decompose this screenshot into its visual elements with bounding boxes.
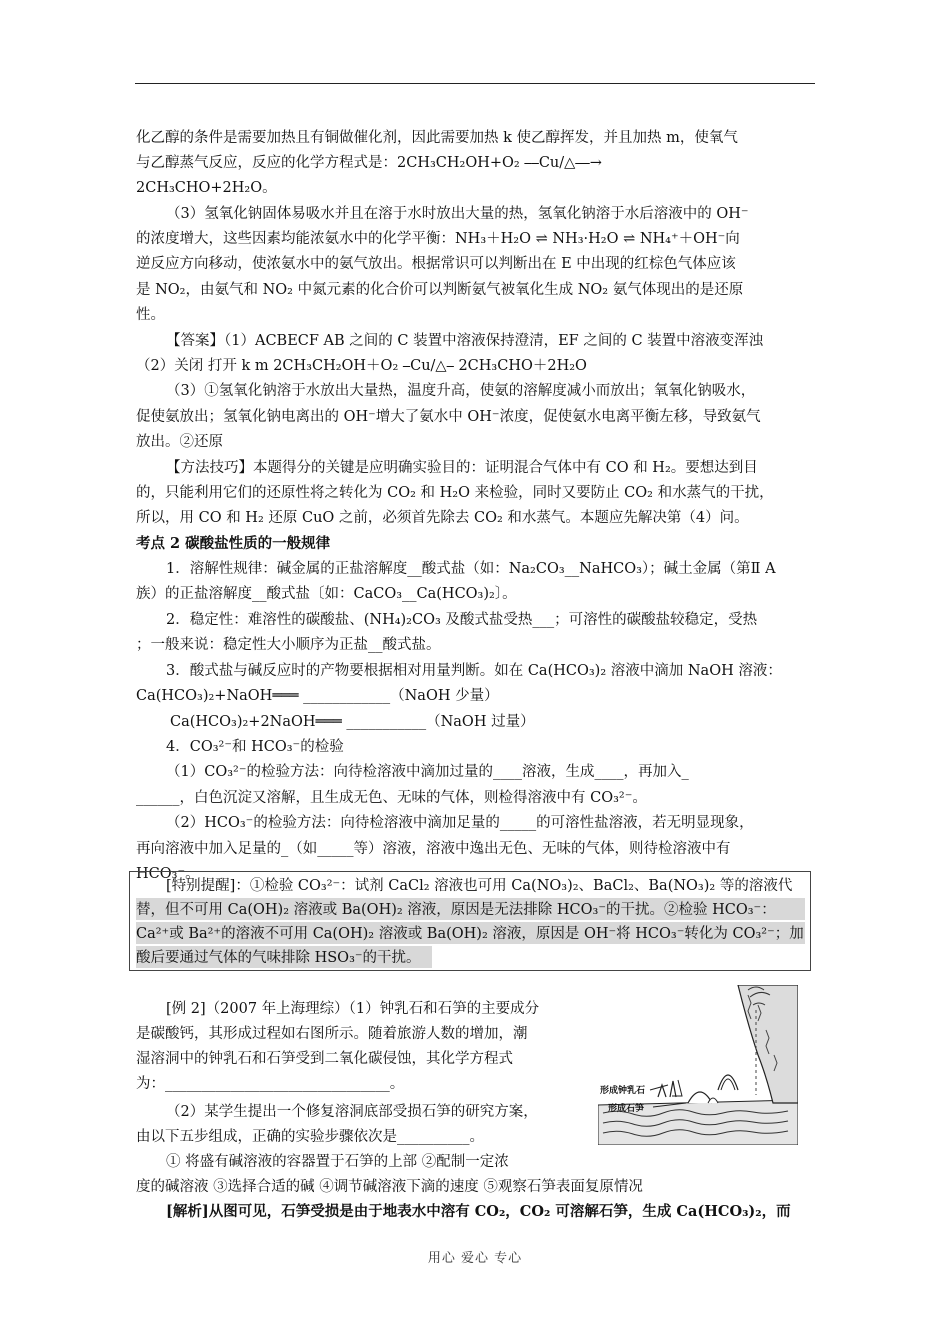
example-line: 湿溶洞中的钟乳石和石笋受到二氧化碳侵蚀，其化学方程式 xyxy=(136,1051,513,1067)
section-heading: 考点 2 碳酸盐性质的一般规律 xyxy=(136,535,331,552)
cave-diagram xyxy=(598,985,798,1145)
analysis-line: [解析]从图可见，石笋受损是由于地表水中溶有 CO₂，CO₂ 可溶解石笋，生成 Ca(HCO₃)₂，而 xyxy=(166,1203,791,1220)
text-line: 促使氨放出；氢氧化钠电离出的 OH⁻增大了氨水中 OH⁻浓度，促使氨水电离平衡左移，导致氨气 xyxy=(136,409,761,425)
text-line: （2）HCO₃⁻的检验方法：向待检溶液中滴加足量的_____的可溶性盐溶液，若无明显现象， xyxy=(166,815,754,831)
answer-line: 【答案】（1）ACBECF AB 之间的 C 装置中溶液保持澄清，EF 之间的 C 装置中溶液变浑浊 xyxy=(166,333,764,349)
text-line: 是 NO₂，由氨气和 NO₂ 中氮元素的化合价可以判断氨气被氧化生成 NO₂ 氨气体现出的是还原 xyxy=(136,282,744,298)
text-line: 与乙醇蒸气反应，反应的化学方程式是：2CH₃CH₂OH+O₂ ⎯⎯Cu/△⎯⎯→ xyxy=(136,155,602,171)
text-line: 再向溶液中加入足量的_（如_____等）溶液，溶液中逸出无色、无味的气体，则待检溶液中有 xyxy=(136,841,731,857)
text-line: ；一般来说：稳定性大小顺序为正盐__酸式盐。 xyxy=(136,637,441,653)
text-line: 2．稳定性：难溶性的碳酸盐、(NH₄)₂CO₃ 及酸式盐受热___；可溶性的碳酸盐较稳定，受热 xyxy=(166,612,758,628)
note-line: 酸后要通过气体的气味排除 HSO₃⁻的干扰。 xyxy=(136,950,421,966)
text-line: 的，只能利用它们的还原性将之转化为 CO₂ 和 H₂O 来检验，同时又要防止 CO₂ 和水蒸气的干扰， xyxy=(136,485,774,501)
example-line: （2）某学生提出一个修复溶洞底部受损石笋的研究方案， xyxy=(166,1104,538,1120)
header-rule xyxy=(135,83,815,84)
page-footer: 用心 爱心 专心 xyxy=(427,1251,523,1266)
text-line: 所以，用 CO 和 H₂ 还原 CuO 之前，必须首先除去 CO₂ 和水蒸气。本题应先解决第（4）问。 xyxy=(136,510,749,526)
text-line: 族）的正盐溶解度__酸式盐〔如：CaCO₃__Ca(HCO₃)₂〕。 xyxy=(136,586,517,602)
note-line: [特别提醒]：①检验 CO₃²⁻：试剂 CaCl₂ 溶液也可用 Ca(NO₃)₂、BaCl₂、Ba(NO₃)₂ 等的溶液代 xyxy=(166,878,793,894)
equation-line: Ca(HCO₃)₂+2NaOH═══ ___________（NaOH 过量） xyxy=(170,714,535,730)
text-line: 的浓度增大，这些因素均能浓氨水中的化学平衡：NH₃＋H₂O ⇌ NH₃·H₂O ⇌ NH₄⁺＋OH⁻向 xyxy=(136,231,740,247)
example-line: 为：_______________________________。 xyxy=(136,1076,405,1092)
label-stalagmite: 形成石笋 xyxy=(608,1104,645,1114)
text-line: （3）①氢氧化钠溶于水放出大量热，温度升高，使氨的溶解度减小而放出；氧氧化钠吸水， xyxy=(166,383,756,399)
example-line: [例 2]（2007 年上海理综）（1）钟乳石和石笋的主要成分 xyxy=(166,1001,540,1017)
note-line: Ca²⁺或 Ba²⁺的溶液不可用 Ca(OH)₂ 溶液或 Ba(OH)₂ 溶液，原因是 OH⁻将 HCO₃⁻转化为 CO₃²⁻；加 xyxy=(136,926,804,942)
equation-line: Ca(HCO₃)₂+NaOH═══ ____________（NaOH 少量） xyxy=(136,688,499,704)
text-line: ______，白色沉淀又溶解，且生成无色、无味的气体，则检得溶液中有 CO₃²⁻。 xyxy=(136,790,647,806)
text-line: 性。 xyxy=(136,307,165,323)
example-line: 度的碱溶液 ③选择合适的碱 ④调节碱溶液下滴的速度 ⑤观察石笋表面复原情况 xyxy=(136,1179,643,1195)
text-line: 放出。②还原 xyxy=(136,434,223,450)
text-line: 逆反应方向移动，使浓氨水中的氨气放出。根据常识可以判断出在 E 中出现的红棕色气体应该 xyxy=(136,256,736,272)
example-line: ① 将盛有碱溶液的容器置于石笋的上部 ②配制一定浓 xyxy=(166,1154,509,1170)
method-line: 【方法技巧】本题得分的关键是应明确实验目的：证明混合气体中有 CO 和 H₂。要想达到目 xyxy=(166,460,758,476)
text-line: 2CH₃CHO+2H₂O。 xyxy=(136,180,277,196)
text-line: （3）氢氧化钠固体易吸水并且在溶于水时放出大量的热，氢氧化钠溶于水后溶液中的 OH⁻ xyxy=(166,206,749,222)
text-line: HCO₃⁻。 xyxy=(136,866,200,882)
text-line: （1）CO₃²⁻的检验方法：向待检溶液中滴加过量的____溶液，生成____，再加入_ xyxy=(166,764,689,780)
example-line: 由以下五步组成，正确的实验步骤依次是__________。 xyxy=(136,1129,484,1145)
label-stalactite: 形成钟乳石 xyxy=(600,1086,646,1096)
text-line: 1．溶解性规律：碱金属的正盐溶解度__酸式盐（如：Na₂CO₃__NaHCO₃）；碱土金属（第Ⅱ A xyxy=(166,561,776,577)
text-line: 3．酸式盐与碱反应时的产物要根据相对用量判断。如在 Ca(HCO₃)₂ 溶液中滴加 NaOH 溶液： xyxy=(166,663,782,679)
text-line: 4．CO₃²⁻和 HCO₃⁻的检验 xyxy=(166,739,344,755)
example-line: 是碳酸钙，其形成过程如右图所示。随着旅游人数的增加，潮 xyxy=(136,1026,528,1042)
note-line: 替，但不可用 Ca(OH)₂ 溶液或 Ba(OH)₂ 溶液，原因是无法排除 HCO₃⁻的干扰。②检验 HCO₃⁻： xyxy=(136,902,776,918)
text-line: 化乙醇的条件是需要加热且有铜做催化剂，因此需要加热 k 使乙醇挥发，并且加热 m，使氧气 xyxy=(136,130,738,146)
cave-formation-figure xyxy=(598,985,798,1145)
text-line: （2）关闭 打开 k m 2CH₃CH₂OH＋O₂ ⎯Cu/△⎯ 2CH₃CHO＋2H₂O xyxy=(136,358,587,374)
